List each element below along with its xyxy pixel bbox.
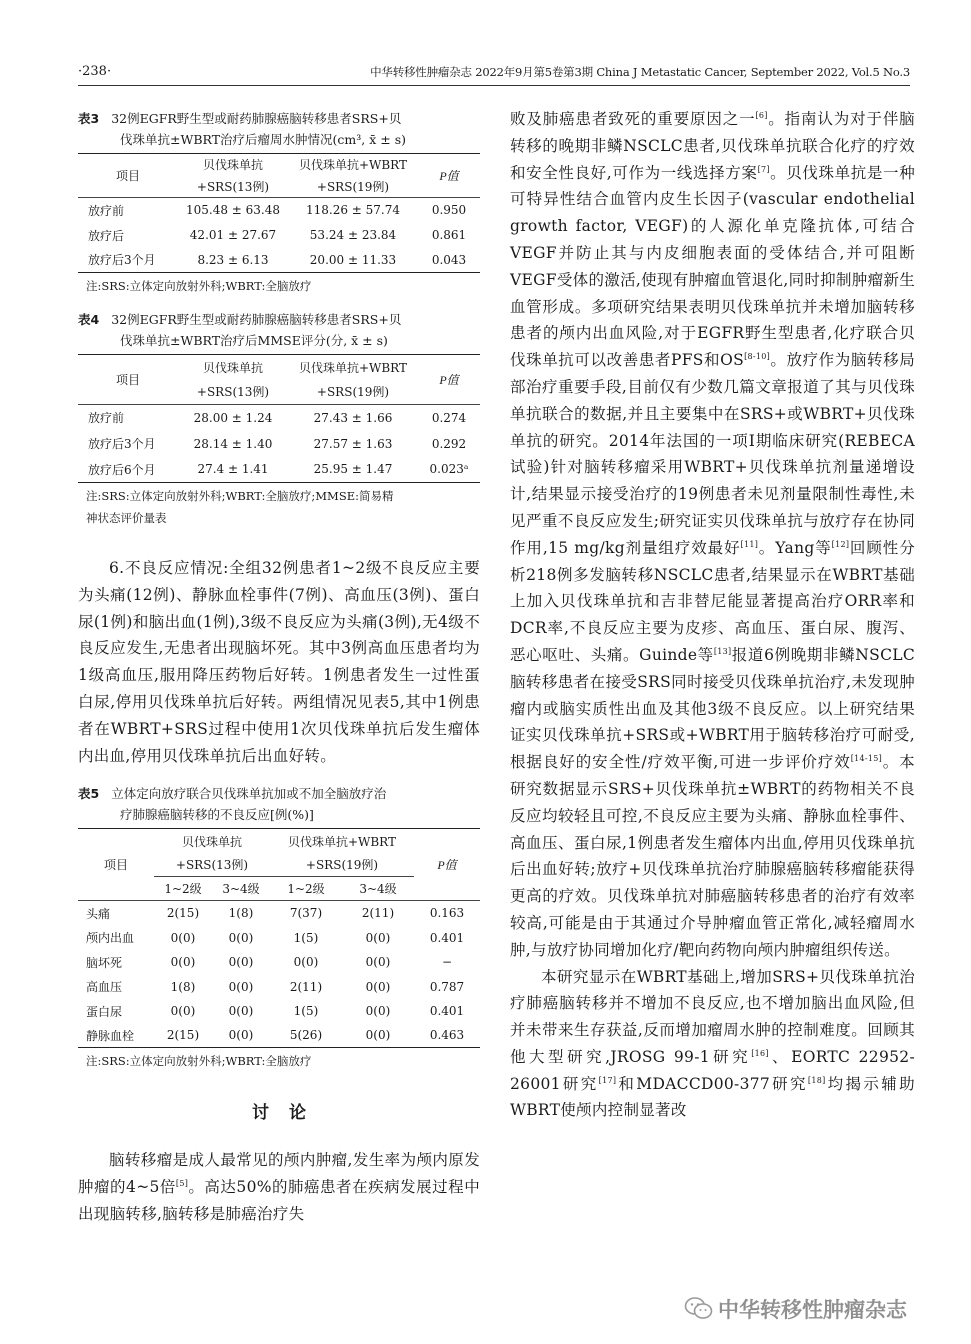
table-cell: 0.950 — [431, 203, 467, 218]
adverse-reactions-paragraph: 6.不良反应情况:全组32例患者1~2级不良反应主要为头痛(12例)、静脉血栓事件(7例)、高血压(3例)、蛋白尿(1例)和脑出血(1例),3级不良反应为头痛(3例),无4级不良反应发生,无患者出现脑坏死。其中3例高血压患者均为1级高血压,服用降压药物后好转。1例患者发生一过性蛋白尿,停用贝伐珠单抗后好转。两组情况见表5,其中1例患者在WBRT+SRS过程中使用1次贝伐珠单抗后发生瘤体内出血,停用贝伐珠单抗后出血好转。 — [78, 559, 480, 765]
table4-header-a2: +SRS(13例) — [196, 385, 270, 400]
right-paragraph-2 — [510, 964, 915, 1125]
table-cell: − — [441, 955, 453, 970]
table-row — [78, 901, 480, 926]
citation-ref: [17] — [598, 1075, 617, 1085]
table5-header-p: P值 — [414, 829, 480, 901]
watermark-text: 中华转移性肿瘤杂志 — [718, 1298, 907, 1322]
text-span: 。放疗作为脑转移局部治疗重要手段,目前仅有少数几篇文章报道了其与贝伐珠单抗联合的数据,并且主要集中在SRS+或WBRT+贝伐珠单抗的研究。2014年法国的一项Ⅰ期临床研究(REBECA试验)针对脑转移瘤采用WBRT+贝伐珠单抗剂量递增设计,结果显示接受治疗的19例患者未见剂量限制性毒性,未见严重不良反应发生;研究证实贝伐珠单抗与放疗存在协同作用,15 mg/kg剂量组疗效最好 — [510, 351, 915, 557]
citation-ref: [8-10] — [744, 352, 771, 362]
table-cell: 27.4 ± 1.41 — [197, 462, 269, 477]
table-cell: 28.00 ± 1.24 — [193, 410, 273, 425]
table5-label: 表5 — [78, 786, 100, 802]
journal-citation: 中华转移性肿瘤杂志 2022年9月第5卷第3期 China J Metastatic Cancer, September 2022, Vol.5 No.3 — [370, 65, 910, 79]
table-cell: 105.48 ± 63.48 — [185, 203, 281, 218]
table-row — [78, 431, 480, 457]
table5-header-item: 项目 — [78, 829, 154, 901]
table-cell: 5(26) — [289, 1028, 323, 1043]
table-cell: 0(0) — [365, 1028, 391, 1043]
table3-header-b2: +SRS(19例) — [316, 179, 390, 194]
table3-header-a1: 贝伐珠单抗 — [202, 158, 263, 173]
table3-header-p: P值 — [418, 154, 480, 198]
table-cell: 脑坏死 — [86, 955, 123, 970]
table-cell: 0(0) — [228, 955, 254, 970]
table-cell: 8.23 ± 6.13 — [197, 252, 269, 267]
table4-note-line2: 神状态评价量表 — [86, 511, 167, 525]
table5-header-a1: 贝伐珠单抗 — [181, 834, 242, 849]
table5-caption-line1: 立体定向放疗联合贝伐珠单抗加或不加全脑放疗治 — [111, 786, 387, 802]
table-cell: 蛋白尿 — [86, 1004, 123, 1019]
table-row — [78, 1023, 480, 1048]
table-cell: 0(0) — [293, 955, 319, 970]
text-span: 报道6例晚期非鳞NSCLC脑转移患者在接受SRS同时接受贝伐珠单抗治疗,未发现肿瘤内或脑实质性出血及其他3级不良反应。以上研究结果证实贝伐珠单抗+SRS或+WBRT用于脑转移治疗可耐受,根据良好的安全性/疗效平衡,可进一步评价疗效 — [510, 645, 915, 772]
text-span: 。指南认为对于伴脑转移的晚期非鳞NSCLC患者,贝伐珠单抗联合化疗的疗效和安全性良好,可作为一线选择方案 — [510, 110, 915, 182]
table-row — [78, 405, 480, 431]
table-cell: 0(0) — [228, 1028, 254, 1043]
table-cell: 25.95 ± 1.47 — [313, 462, 393, 477]
table4-header-a1: 贝伐珠单抗 — [202, 360, 263, 375]
text-span: 回顾性分析218例多发脑转移NSCLC患者,结果显示在WBRT基础上加入贝伐珠单抗和吉非替尼能显著提高治疗ORR率和DCR率,不良反应主要为皮疹、高血压、蛋白尿、腹泻、恶心呕吐、头痛。Guinde等 — [510, 538, 916, 664]
table5-header-a2: +SRS(13例) — [154, 853, 270, 877]
table-row — [78, 198, 480, 223]
table-cell: 0(0) — [228, 979, 254, 994]
left-column — [78, 108, 480, 1228]
table-cell: 0(0) — [170, 930, 196, 945]
text-span: 败及肺癌患者致死的重要原因之一 — [510, 110, 756, 128]
table3-header-b1: 贝伐珠单抗+WBRT — [298, 158, 408, 173]
table-cell: 0.787 — [429, 979, 465, 994]
citation-ref: [11] — [740, 539, 759, 549]
table-cell: 头痛 — [86, 906, 111, 921]
table4-note — [78, 485, 480, 529]
table-cell: 0(0) — [228, 1004, 254, 1019]
text-span: 。高达50%的肺癌患者在疾病发展过程中出现脑转移,脑转移是肺癌治疗失 — [78, 1178, 480, 1223]
text-span: 、EORTC 22952-26001研究 — [510, 1047, 915, 1093]
table-cell: 0.023ᵃ — [429, 462, 469, 477]
discussion-heading: 讨论 — [252, 1103, 326, 1124]
table4-header-b1: 贝伐珠单抗+WBRT — [298, 360, 408, 375]
text-span: 。Yang等 — [758, 538, 832, 557]
table5-grade-a34: 3~4级 — [222, 882, 260, 897]
table5-header-b1: 贝伐珠单抗+WBRT — [287, 834, 397, 849]
citation-ref: [18] — [807, 1075, 826, 1085]
table-cell: 20.00 ± 11.33 — [309, 252, 397, 267]
table-cell: 28.14 ± 1.40 — [193, 436, 273, 451]
table-cell: 2(11) — [361, 906, 395, 921]
text-span: 脑转移瘤是成人最常见的颅内肿瘤,发生率为颅内原发肿瘤的4~5倍 — [78, 1151, 480, 1197]
table-cell: 42.01 ± 27.67 — [189, 228, 277, 242]
table-row — [78, 974, 480, 999]
table5-grade-b12: 1~2级 — [287, 882, 325, 897]
table-cell: 0(0) — [365, 955, 391, 970]
right-paragraph-1 — [510, 106, 915, 964]
wechat-icon — [684, 1296, 714, 1326]
table5-caption — [78, 783, 480, 825]
table4-header-p: P值 — [418, 355, 480, 405]
discussion-paragraph — [78, 1147, 480, 1227]
table-cell: 0.043 — [431, 252, 467, 267]
table-cell: 7(37) — [289, 906, 323, 921]
table-cell: 2(11) — [289, 979, 323, 994]
right-column — [510, 108, 915, 1124]
page-number: ·238· — [78, 64, 112, 79]
table-cell: 放疗后3个月 — [88, 253, 156, 268]
table3-label: 表3 — [78, 111, 100, 126]
table-cell: 放疗后3个月 — [88, 437, 156, 451]
table-row — [78, 950, 480, 975]
table-cell: 0.401 — [429, 930, 465, 945]
table4-header-b2: +SRS(19例) — [316, 385, 390, 400]
citation-ref: [13] — [713, 646, 732, 656]
table-cell: 0(0) — [365, 930, 391, 945]
table-cell: 2(15) — [166, 906, 200, 921]
table-cell: 放疗前 — [88, 411, 125, 426]
table-row — [78, 248, 480, 273]
text-span: 。贝伐珠单抗是一种可特异性结合血管内皮生长因子(vascular endothelial growth factor, VEGF)的人源化单克隆抗体,可结合VEGF并防止其与内皮细胞表面的受体结合,并可阻断VEGF受体的激活,使现有肿瘤血管退化,同时抑制肿瘤新生血管形成。多项研究结果表明贝伐珠单抗并未增加脑转移患者的颅内出血风险,对于EGFR野生型患者,化疗联合贝伐珠单抗可以改善患者PFS和OS — [510, 163, 915, 370]
table-cell: 0.163 — [429, 906, 465, 921]
table-cell: 高血压 — [86, 980, 123, 995]
watermark — [684, 1290, 954, 1330]
table-cell: 2(15) — [166, 1028, 200, 1043]
text-span: 。本研究数据显示SRS+贝伐珠单抗±WBRT的药物相关不良反应均较轻且可控,不良反应主要为头痛、静脉血栓事件、高血压、蛋白尿,1例患者发生瘤体内出血,停用贝伐珠单抗后出血好转;放疗+贝伐珠单抗治疗肺腺癌脑转移瘤能获得更高的疗效。贝伐珠单抗对肺癌脑转移患者的治疗有效率较高,可能是由于其通过介导肿瘤血管正常化,减轻瘤周水肿,与放疗协同增加化疗/靶向药物向颅内肿瘤组织传送。 — [510, 753, 915, 959]
table-cell: 0(0) — [170, 1004, 196, 1019]
table-cell: 1(8) — [228, 906, 254, 921]
table5-grade-a12: 1~2级 — [164, 882, 202, 897]
table-cell: 放疗后6个月 — [88, 462, 156, 477]
table-cell: 27.43 ± 1.66 — [313, 410, 393, 425]
table5-note: 注:SRS:立体定向放射外科;WBRT:全脑放疗 — [86, 1054, 312, 1069]
table-cell: 0.463 — [429, 1028, 465, 1043]
table4-caption-line1: 32例EGFR野生型或耐药肺腺癌脑转移患者SRS+贝 — [111, 312, 402, 327]
table4-header-item: 项目 — [78, 355, 178, 405]
table4-note-line1: 注:SRS:立体定向放射外科;WBRT:全脑放疗;MMSE:简易精 — [86, 489, 394, 503]
table3-header-a2: +SRS(13例) — [196, 179, 270, 194]
table3-note: 注:SRS:立体定向放射外科;WBRT:全脑放疗 — [86, 279, 312, 293]
table3 — [78, 153, 480, 273]
table-cell: 53.24 ± 23.84 — [309, 228, 397, 242]
text-span: 和MDACCD00-377研究 — [616, 1074, 808, 1093]
table-cell: 颅内出血 — [86, 931, 135, 946]
table5 — [78, 828, 480, 1048]
table-cell: 静脉血栓 — [86, 1028, 135, 1043]
table3-caption-line1: 32例EGFR野生型或耐药肺腺癌脑转移患者SRS+贝 — [111, 111, 402, 126]
table-cell: 放疗后 — [88, 228, 125, 243]
table-cell: 0.274 — [431, 410, 467, 425]
table5-grade-b34: 3~4级 — [359, 882, 397, 897]
table-cell: 1(5) — [293, 930, 319, 945]
table-cell: 0(0) — [170, 955, 196, 970]
table4 — [78, 354, 480, 483]
table5-caption-line2: 疗肺腺癌脑转移的不良反应[例(%)] — [120, 807, 314, 823]
citation-ref: [7] — [757, 164, 770, 174]
table4-caption-line2: 伐珠单抗±WBRT治疗后MMSE评分(分, x̄ ± s) — [120, 333, 388, 348]
table-cell: 27.57 ± 1.63 — [313, 436, 393, 451]
citation-ref: [6] — [755, 111, 768, 120]
table3-caption-line2: 伐珠单抗±WBRT治疗后瘤周水肿情况(cm³, x̄ ± s) — [120, 132, 406, 147]
table-cell: 放疗前 — [88, 203, 125, 218]
table-cell: 0(0) — [365, 1004, 391, 1019]
table-cell: 0.292 — [431, 436, 467, 451]
text-span: 本研究显示在WBRT基础上,增加SRS+贝伐珠单抗治疗肺癌脑转移并不增加不良反应,也不增加脑出血风险,但并未带来生存获益,反而增加瘤周水肿的控制难度。回顾其他大型研究,JROSG 99-1研究 — [510, 967, 915, 1066]
table-row — [78, 223, 480, 248]
citation-ref: [5] — [175, 1179, 189, 1189]
table3-caption — [78, 108, 480, 150]
table-row — [78, 925, 480, 950]
table-cell: 0(0) — [228, 930, 254, 945]
table-cell: 1(5) — [293, 1004, 319, 1019]
table5-header-b2: +SRS(19例) — [270, 853, 414, 877]
table-cell: 1(8) — [170, 979, 196, 994]
citation-ref: [12] — [831, 539, 850, 549]
table-cell: 0.401 — [429, 1004, 465, 1019]
running-header — [78, 64, 910, 86]
citation-ref: [16] — [751, 1048, 769, 1058]
table4-caption — [78, 309, 480, 351]
table-cell: 0(0) — [365, 979, 391, 994]
citation-ref: [14-15] — [850, 754, 883, 764]
table4-label: 表4 — [78, 312, 100, 327]
table-row — [78, 457, 480, 483]
table-cell: 118.26 ± 57.74 — [305, 203, 401, 218]
table-cell: 0.861 — [431, 228, 467, 242]
text-span: 均揭示辅助WBRT使颅内控制显著改 — [510, 1074, 915, 1120]
table-row — [78, 999, 480, 1024]
table3-header-item: 项目 — [78, 154, 178, 198]
